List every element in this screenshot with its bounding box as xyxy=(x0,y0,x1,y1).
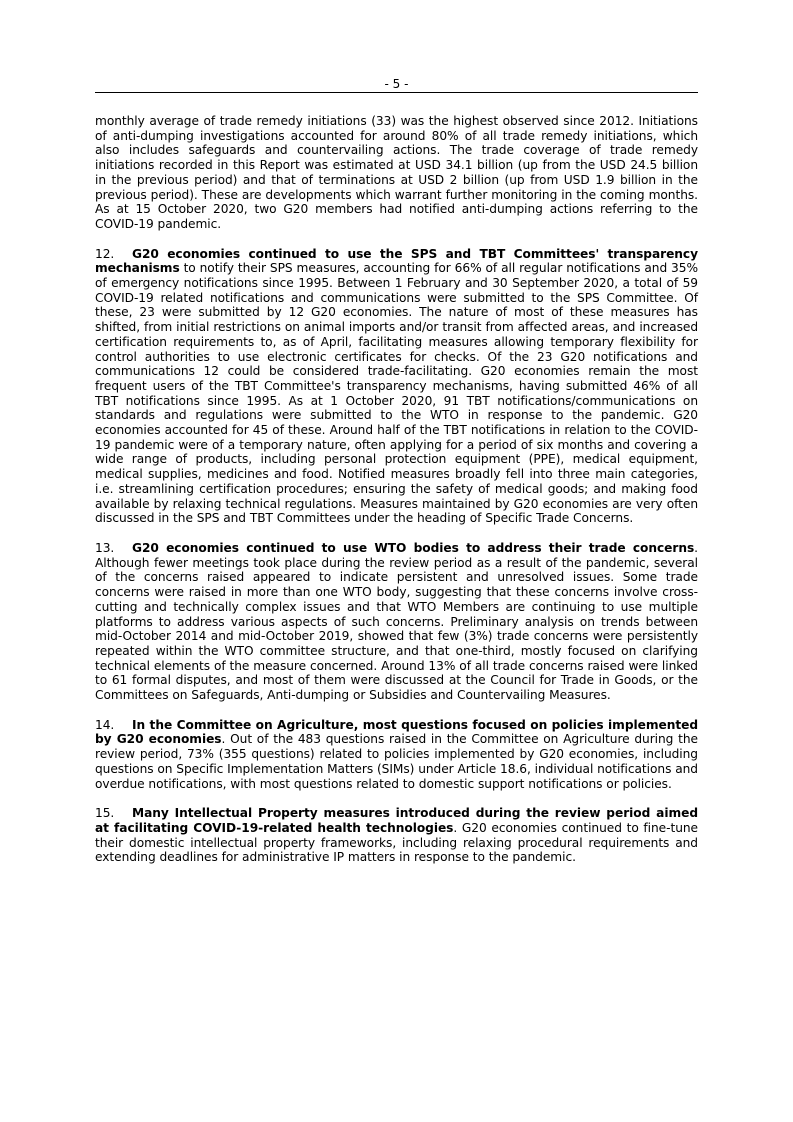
paragraph-12 xyxy=(95,247,698,526)
paragraph-11-continued xyxy=(95,114,698,232)
paragraph-heading: Many Intellectual Property measures introduced during the review period aimed at facilitating COVID-19-related health technologies xyxy=(95,806,698,835)
paragraph-number: 15. xyxy=(95,806,115,821)
paragraph-heading: G20 economies continued to use the SPS and TBT Committees' transparency mechanisms xyxy=(95,246,698,276)
paragraph-body: to notify their SPS measures, accounting for 66% of all regular notifications and 35% of emergency notifications since 1995. Between 1 February and 30 September 2020, a total of 59 COVID-19 related notifications and communications were submitted to the SPS Committee. Of these, 23 were submitted by 12 G20 economies. The nature of most of these measures has shifted, from initial restrictions on animal imports and/or transit from affected areas, and increased certification requirements to, as of April, facilitating measures allowing temporary flexibility for control authorities to use electronic certificates for checks. Of the 23 G20 notifications and communications 12 could be considered trade-facilitating. G20 economies remain the most frequent users of the TBT Committee's transparency mechanisms, having submitted 46% of all TBT notifications since 1995. As at 1 October 2020, 91 TBT notifications/communications on standards and regulations were submitted to the WTO in response to the pandemic. G20 economies accounted for 45 of these. Around half of the TBT notifications in relation to the COVID-19 pandemic were of a temporary nature, often applying for a period of six months and covering a wide range of products, including personal protection equipment (PPE), medical equipment, medical supplies, medicines and food. Notified measures broadly fell into three main categories, i.e. streamlining certification procedures; ensuring the safety of medical goods; and making food available by relaxing technical regulations. Measures maintained by G20 economies are very often discussed in the SPS and TBT Committees under the heading of Specific Trade Concerns. xyxy=(95,261,698,526)
paragraph-heading: G20 economies continued to use WTO bodies to address their trade concerns xyxy=(132,540,695,555)
paragraph-13 xyxy=(95,541,698,703)
paragraph-15 xyxy=(95,806,698,865)
page-number: - 5 - xyxy=(384,77,409,91)
page-content xyxy=(95,76,698,880)
paragraph-body: monthly average of trade remedy initiations (33) was the highest observed since 2012. Initiations of anti-dumping investigations accounted for around 80% of all trade remedy initiations, which also includes safeguards and countervailing actions. The trade coverage of trade remedy initiations recorded in this Report was estimated at USD 34.1 billion (up from the USD 24.5 billion in the previous period) and that of terminations at USD 2 billion (up from USD 1.9 billion in the previous period). These are developments which warrant further monitoring in the coming months. As at 15 October 2020, two G20 members had notified anti-dumping actions referring to the COVID-19 pandemic. xyxy=(95,114,698,231)
paragraph-number: 13. xyxy=(95,540,115,555)
paragraph-body: . Out of the 483 questions raised in the Committee on Agriculture during the review period, 73% (355 questions) related to policies implemented by G20 economies, including questions on Specific Implementation Matters (SIMs) under Article 18.6, individual notifications and overdue notifications, with most questions related to domestic support notifications or policies. xyxy=(95,732,698,791)
paragraph-body: . G20 economies continued to fine-tune their domestic intellectual property frameworks, including relaxing procedural requirements and extending deadlines for administrative IP matters in response to the pandemic. xyxy=(95,820,698,865)
paragraph-body: . Although fewer meetings took place during the review period as a result of the pandemic, several of the concerns raised appeared to indicate persistent and unresolved issues. Some trade concerns were raised in more than one WTO body, suggesting that these concerns involve cross-cutting and technically complex issues and that WTO Members are continuing to use multiple platforms to address various aspects of such concerns. Preliminary analysis on trends between mid-October 2014 and mid-October 2019, showed that few (3%) trade concerns were persistently repeated within the WTO committee structure, and that one-third, mostly focused on clarifying technical elements of the measure concerned. Around 13% of all trade concerns raised were linked to 61 formal disputes, and most of them were discussed at the Council for Trade in Goods, or the Committees on Safeguards, Anti-dumping or Subsidies and Countervailing Measures. xyxy=(95,540,698,703)
paragraph-heading: In the Committee on Agriculture, most questions focused on policies implemented by G20 economies xyxy=(95,717,698,747)
header-rule xyxy=(95,92,698,93)
paragraph-14 xyxy=(95,718,698,792)
paragraph-number: 14. xyxy=(95,717,115,732)
paragraph-number: 12. xyxy=(95,246,115,261)
